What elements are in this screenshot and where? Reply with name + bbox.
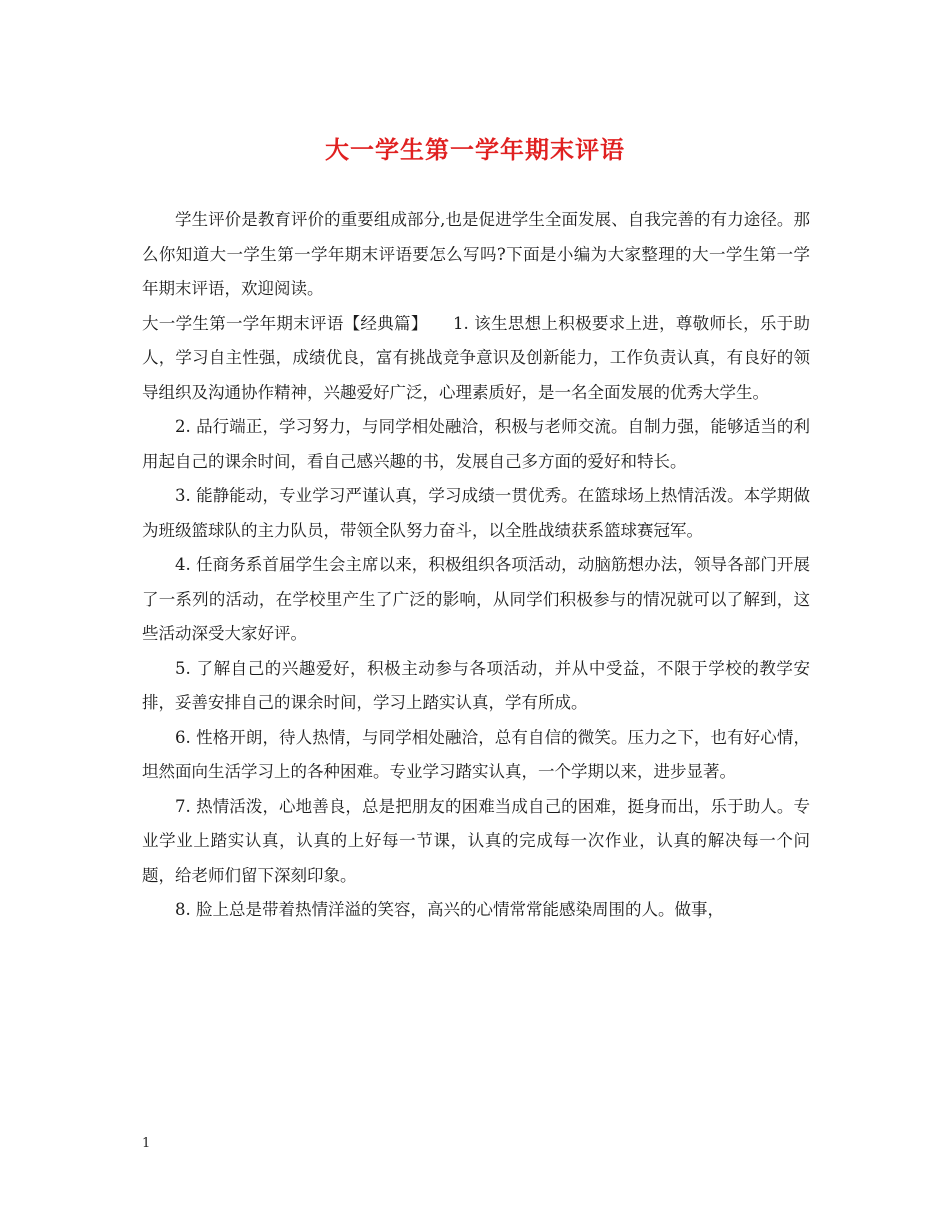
document-title: 大一学生第一学年期末评语 [325, 135, 625, 164]
section-first-paragraph: 大一学生第一学年期末评语【经典篇】 1. 该生思想上积极要求上进，尊敬师长，乐于助人，学习自主性强，成绩优良，富有挑战竞争意识及创新能力，工作负责认真，有良好的领导组织及沟通协作精神，兴趣爱好广泛，心理素质好，是一名全面发展的优秀大学生。 [142, 313, 810, 402]
item-paragraph-2: 2. 品行端正，学习努力，与同学相处融洽，积极与老师交流。自制力强，能够适当的利用起自己的课余时间，看自己感兴趣的书，发展自己多方面的爱好和特长。 [142, 417, 810, 471]
document-body [142, 203, 810, 928]
item-paragraph-6: 6. 性格开朗，待人热情，与同学相处融洽，总有自信的微笑。压力之下，也有好心情，坦然面向生活学习上的各种困难。专业学习踏实认真，一个学期以来，进步显著。 [142, 727, 810, 781]
item-paragraph-8: 8. 脸上总是带着热情洋溢的笑容，高兴的心情常常能感染周围的人。做事， [175, 900, 724, 919]
intro-paragraph: 学生评价是教育评价的重要组成部分,也是促进学生全面发展、自我完善的有力途径。那么你知道大一学生第一学年期末评语要怎么写吗?下面是小编为大家整理的大一学生第一学年期末评语，欢迎阅读。 [142, 210, 810, 298]
item-paragraph-7: 7. 热情活泼，心地善良，总是把朋友的困难当成自己的困难，挺身而出，乐于助人。专业学业上踏实认真，认真的上好每一节课，认真的完成每一次作业，认真的解决每一个问题，给老师们留下深刻印象。 [142, 796, 810, 885]
page-number: 1 [142, 1136, 151, 1151]
item-paragraph-5: 5. 了解自己的兴趣爱好，积极主动参与各项活动，并从中受益，不限于学校的教学安排，妥善安排自己的课余时间，学习上踏实认真，学有所成。 [142, 658, 810, 712]
item-paragraph-3: 3. 能静能动，专业学习严谨认真，学习成绩一贯优秀。在篮球场上热情活泼。本学期做为班级篮球队的主力队员，带领全队努力奋斗，以全胜战绩获系篮球赛冠军。 [142, 486, 810, 540]
item-paragraph-4: 4. 任商务系首届学生会主席以来，积极组织各项活动，动脑筋想办法，领导各部门开展了一系列的活动，在学校里产生了广泛的影响，从同学们积极参与的情况就可以了解到，这些活动深受大家好评。 [142, 555, 810, 643]
